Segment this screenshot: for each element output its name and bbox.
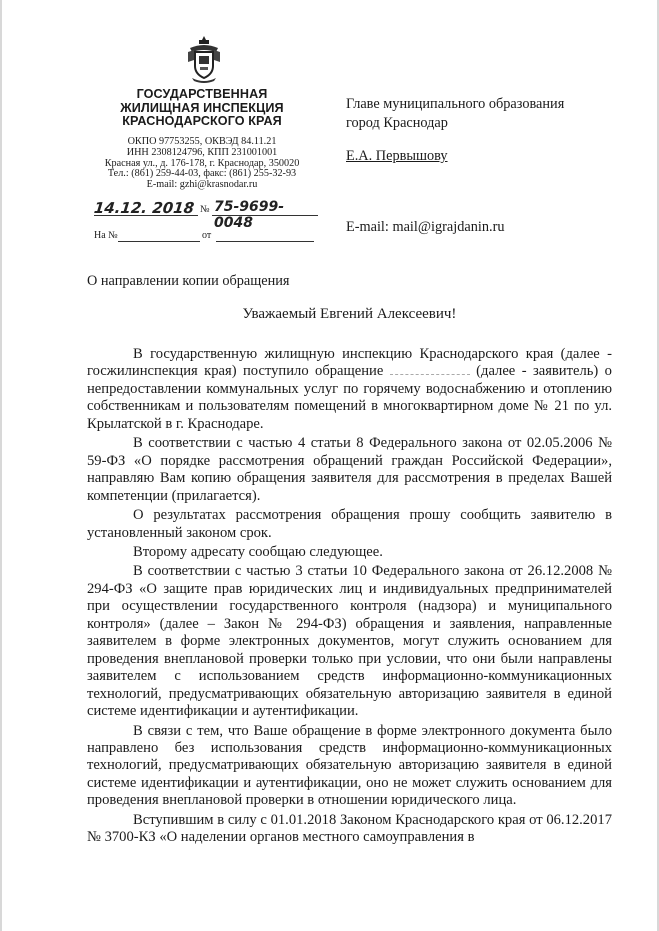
addressee-line-1: Главе муниципального образования bbox=[346, 96, 565, 112]
org-line-2: ЖИЛИЩНАЯ ИНСПЕКЦИЯ bbox=[120, 100, 284, 115]
paragraph-1 bbox=[87, 346, 612, 433]
coat-of-arms-icon bbox=[184, 34, 224, 84]
reply-number-line bbox=[118, 241, 200, 242]
organization-name bbox=[90, 88, 314, 129]
reply-date-line bbox=[216, 241, 314, 242]
paragraph-1-part-b: (далее - заявитель) о непредоставлении коммунальных услуг по горячему водоснабжению и отоплению собственникам и пользователям помещений в многоквартирном доме № 21 по ул. Крылатской в г. Краснодаре. bbox=[87, 363, 612, 432]
addressee-line-2: город Краснодар bbox=[346, 115, 448, 131]
date-underline bbox=[94, 215, 198, 216]
paragraph-5: В соответствии с частью 3 статьи 10 Федерального закона от 26.12.2008 № 294-ФЗ «О защите прав юридических лиц и индивидуальных предпринимателей при осуществлении государственного контроля (надзора) и муниципального контроля» (далее – Закон № 294-ФЗ) обращения и заявления, направленные заявителем в форме электронных документов, могут служить основанием для проведения внеплановой проверки только при условии, что они были направлены заявителем с использованием средств информационно-коммуникационных технологий, предусматривающих обязательную авторизацию заявителя в единой системе идентификации и аутентификации. bbox=[87, 563, 612, 720]
address-line: Красная ул., д. 176-178, г. Краснодар, 350020 bbox=[104, 157, 300, 169]
letter-body bbox=[87, 346, 612, 847]
paragraph-3: О результатах рассмотрения обращения прошу сообщить заявителю в установленный законом срок. bbox=[87, 507, 612, 541]
registration-number: 75-9699-0048 bbox=[214, 199, 285, 231]
okpo-line: ОКПО 97753255, ОКВЭД 84.11.21 bbox=[127, 136, 277, 147]
reply-date-label: от bbox=[202, 230, 212, 241]
org-line-3: КРАСНОДАРСКОГО КРАЯ bbox=[122, 114, 282, 128]
registration-number-label: № bbox=[200, 204, 210, 215]
paragraph-2: В соответствии с частью 4 статьи 8 Федерального закона от 02.05.2006 № 59-ФЗ «О порядке рассмотрения обращений граждан Российской Федерации», направляю Вам копию обращения заявителя для рассмотрения в пределах Вашей компетенции (прилагается). bbox=[87, 435, 612, 504]
reply-number-label: На № bbox=[94, 230, 118, 241]
addressee-email: E-mail: mail@igrajdanin.ru bbox=[346, 219, 505, 235]
paragraph-4: Второму адресату сообщаю следующее. bbox=[133, 543, 383, 560]
reply-reference-row bbox=[94, 228, 318, 246]
organization-requisites bbox=[90, 137, 314, 191]
paragraph-6: В связи с тем, что Ваше обращение в форме электронного документа было направлено без использования средств информационно-коммуникационных технологий, предусматривающих обязательную авторизацию заявителя в единой системе идентификации и аутентификации, оно не может служить основанием для проведения внеплановой проверки в отношении юридического лица. bbox=[87, 722, 612, 809]
paragraph-7: Вступившим в силу с 01.01.2018 Законом Краснодарского края от 06.12.2017 № 3700-КЗ «О наделении органов местного самоуправления в bbox=[87, 811, 612, 846]
greeting: Уважаемый Евгений Алексеевич! bbox=[242, 306, 457, 322]
addressee-name: Е.А. Первышову bbox=[346, 148, 448, 164]
inn-line: ИНН 2308124796, КПП 231001001 bbox=[126, 146, 278, 158]
redacted-name bbox=[390, 364, 470, 375]
number-underline bbox=[212, 215, 318, 216]
letter-subject: О направлении копии обращения bbox=[87, 273, 290, 289]
email-line: E-mail: gzhi@krasnodar.ru bbox=[146, 179, 258, 191]
org-line-1: ГОСУДАРСТВЕННАЯ bbox=[136, 87, 268, 101]
registration-row bbox=[93, 195, 318, 231]
phones-line: Тел.: (861) 259-44-03, факс: (861) 255-32-93 bbox=[107, 168, 297, 180]
page-left-edge bbox=[0, 0, 2, 931]
paragraph-1-part-a: В государственную жилищную инспекцию Краснодарского края (далее - госжилинспекция края) поступило обращение bbox=[87, 346, 612, 380]
addressee-position bbox=[346, 95, 564, 133]
registration-date: 14.12. 2018 bbox=[93, 199, 196, 217]
